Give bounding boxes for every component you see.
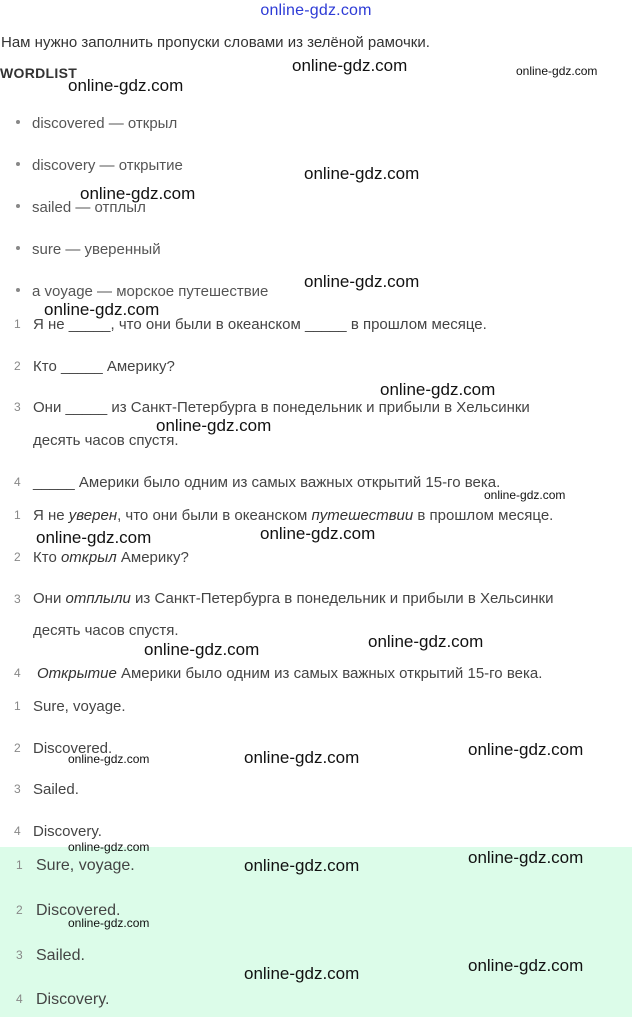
- bullet-icon: [16, 288, 20, 292]
- watermark: online-gdz.com: [380, 380, 496, 399]
- watermark: online-gdz.com: [260, 524, 376, 543]
- watermark: online-gdz.com: [368, 632, 484, 651]
- wordlist-item: sailed — отплыл: [16, 199, 146, 216]
- wordlist-item: a voyage — морское путешествие: [16, 283, 268, 300]
- watermark: online-gdz.com: [68, 76, 184, 95]
- watermark: online-gdz.com: [68, 752, 150, 766]
- watermark: online-gdz.com: [44, 300, 160, 319]
- bullet-icon: [16, 120, 20, 124]
- watermark: online-gdz.com: [244, 748, 360, 767]
- watermark: online-gdz.com: [36, 528, 152, 547]
- bullet-icon: [16, 204, 20, 208]
- watermark: online-gdz.com: [468, 956, 584, 975]
- watermark: online-gdz.com: [144, 640, 260, 659]
- site-header-link[interactable]: online-gdz.com: [260, 2, 372, 19]
- bullet-icon: [16, 162, 20, 166]
- watermark: online-gdz.com: [468, 848, 584, 867]
- wordlist-item: sure — уверенный: [16, 241, 161, 258]
- wordlist-title: WORDLIST: [0, 65, 78, 81]
- intro-text: Нам нужно заполнить пропуски словами из зелёной рамочки.: [1, 34, 430, 51]
- watermark: online-gdz.com: [156, 416, 272, 435]
- watermark: online-gdz.com: [68, 840, 150, 854]
- watermark: online-gdz.com: [244, 856, 360, 875]
- bullet-icon: [16, 246, 20, 250]
- watermark: online-gdz.com: [484, 488, 566, 502]
- watermark: online-gdz.com: [468, 740, 584, 759]
- watermark: online-gdz.com: [516, 64, 598, 78]
- watermark: online-gdz.com: [68, 916, 150, 930]
- watermark: online-gdz.com: [304, 164, 420, 183]
- watermark: online-gdz.com: [292, 56, 408, 75]
- wordlist-item: discovery — открытие: [16, 157, 183, 174]
- watermark: online-gdz.com: [244, 964, 360, 983]
- watermark: online-gdz.com: [304, 272, 420, 291]
- wordlist-item: discovered — открыл: [16, 115, 177, 132]
- watermark: online-gdz.com: [80, 184, 196, 203]
